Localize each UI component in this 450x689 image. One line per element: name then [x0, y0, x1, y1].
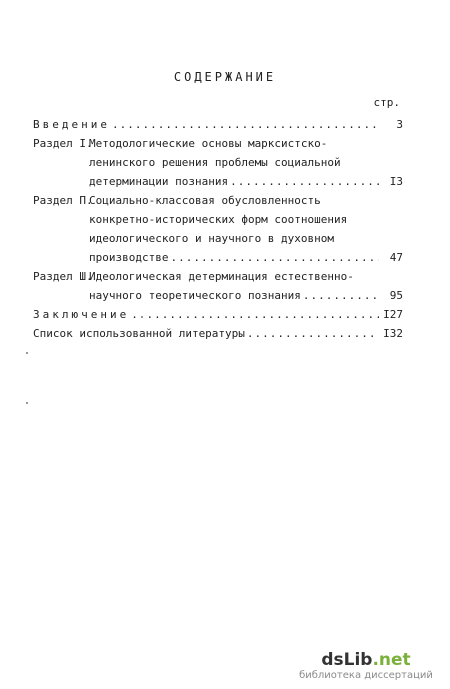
dot-leader — [230, 172, 379, 191]
entry-title-line: Введение — [33, 118, 110, 131]
toc-line — [33, 210, 403, 229]
entry-title-line: детерминации познания — [89, 175, 229, 188]
entry-section-2 — [33, 191, 403, 267]
scan-speck — [141, 316, 143, 318]
toc-line — [33, 229, 403, 248]
dot-leader — [170, 248, 379, 267]
toc-line — [33, 267, 403, 286]
dot-leader — [247, 324, 379, 343]
section-prefix: Раздел I. — [33, 137, 93, 150]
entry-references — [33, 324, 403, 343]
entry-conclusion — [33, 305, 403, 324]
toc-line — [33, 172, 403, 191]
watermark-logo-domain: .net — [372, 650, 411, 670]
page-number: I3 — [389, 175, 403, 188]
page-number: 3 — [396, 118, 403, 131]
entry-title-line: Список использованной литературы — [33, 327, 245, 340]
toc-line — [33, 153, 403, 172]
dot-leader — [303, 286, 379, 305]
page-column-label: стр. — [373, 96, 400, 109]
entry-title-line: Заключение — [33, 308, 130, 321]
entry-title-line: идеологического и научного в духовном — [89, 232, 335, 245]
page-title: СОДЕРЖАНИЕ — [173, 70, 277, 84]
table-of-contents — [33, 115, 403, 343]
toc-line — [33, 134, 403, 153]
page-number: I32 — [383, 327, 403, 340]
entry-title-line: производстве — [89, 251, 169, 264]
dot-leader — [112, 115, 379, 134]
section-prefix: Раздел П. — [33, 194, 93, 207]
entry-section-1 — [33, 134, 403, 191]
toc-line — [33, 286, 403, 305]
entry-title-line: ленинского решения проблемы социальной — [89, 156, 341, 169]
scan-speck — [26, 402, 28, 404]
dot-leader — [131, 305, 379, 324]
section-prefix: Раздел Ш. — [33, 270, 93, 283]
watermark-logo-name: dsLib — [321, 650, 373, 670]
entry-title-line: Методологические основы марксистско- — [89, 137, 328, 150]
scan-speck — [26, 352, 28, 354]
toc-line — [33, 305, 403, 324]
watermark — [296, 650, 436, 681]
entry-intro — [33, 115, 403, 134]
toc-line — [33, 115, 403, 134]
toc-line — [33, 191, 403, 210]
page-number: 95 — [389, 289, 403, 302]
entry-section-3 — [33, 267, 403, 305]
entry-title-line: Социально-классовая обусловленность — [89, 194, 321, 207]
entry-title-line: научного теоретического познания — [89, 289, 301, 302]
watermark-logo — [296, 650, 436, 670]
page-number: I27 — [383, 308, 403, 321]
toc-line — [33, 248, 403, 267]
watermark-subtitle: библиотека диссертаций — [299, 670, 433, 681]
toc-line — [33, 324, 403, 343]
page-number: 47 — [389, 251, 403, 264]
entry-title-line: конкретно-исторических форм соотношения — [89, 213, 348, 226]
entry-title-line: Идеологическая детерминация естественно- — [89, 270, 354, 283]
